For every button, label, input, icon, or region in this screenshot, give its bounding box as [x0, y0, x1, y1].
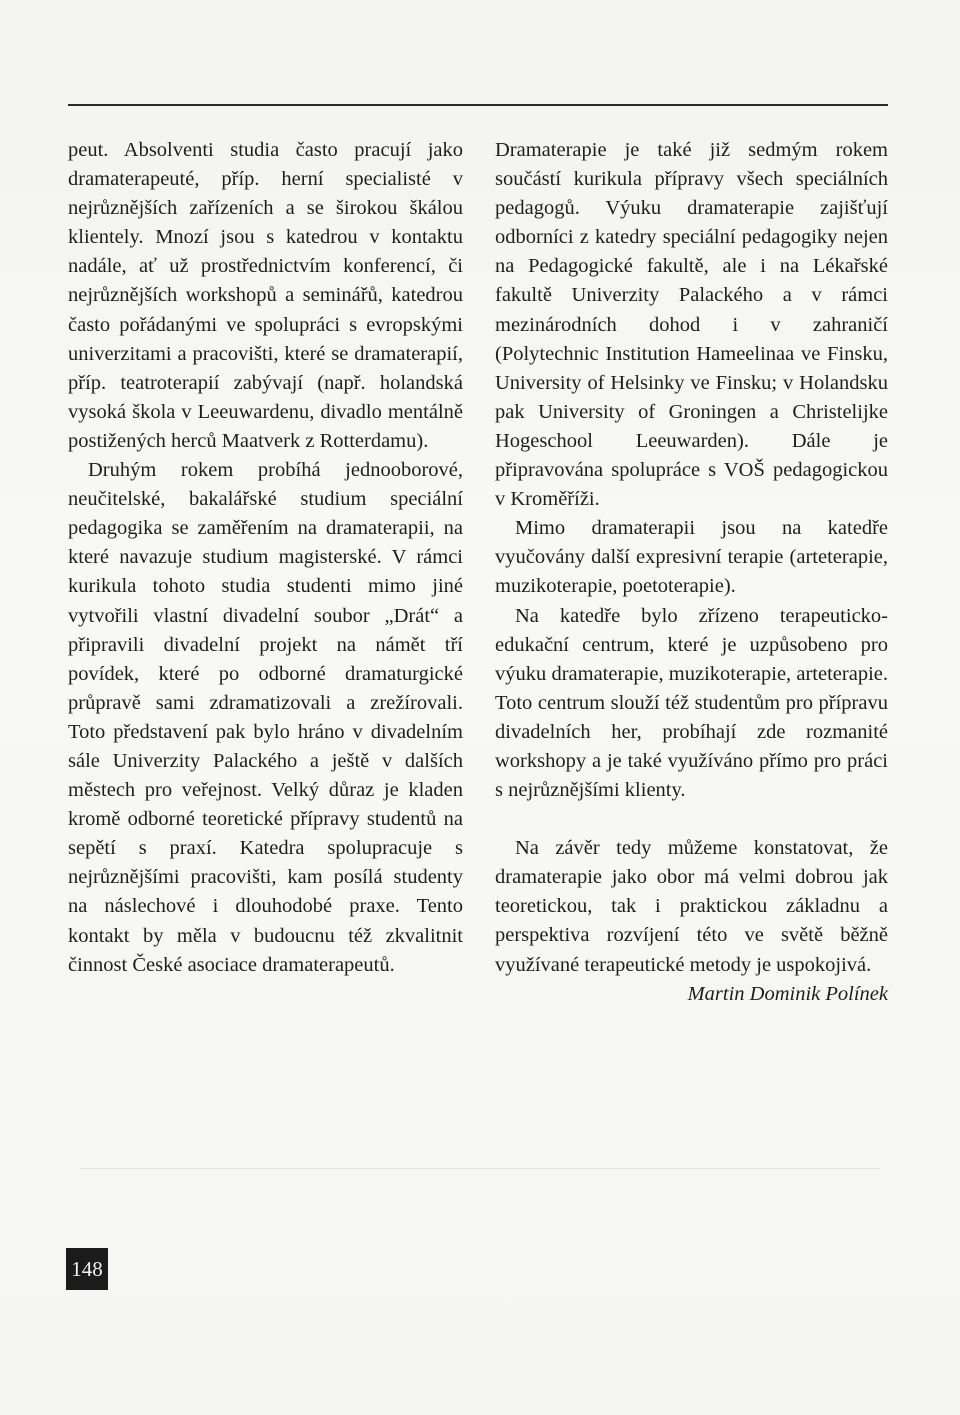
- footnote-rule: [80, 1168, 880, 1169]
- right-paragraph-3: Na katedře bylo zřízeno terapeuticko-edukační centrum, které je uzpůsobeno pro výuku dramaterapie, muzikoterapie, arteterapie. Toto centrum slouží též studentům pro přípravu divadelních her, probíhají zde rozmanité workshopy a je také využíváno přímo pro práci s nejrůznějšími klienty.: [495, 604, 888, 802]
- page-number: 148: [66, 1248, 108, 1290]
- right-paragraph-1: Dramaterapie je také již sedmým rokem součástí kurikula přípravy všech speciálních pedagogů. Výuku dramaterapie zajišťují odborníci z katedry speciální pedagogiky nejen na Pedagogické fakultě, ale i na Lékařské fakultě Univerzity Palackého a v rámci mezinárodních dohod i v zahraničí (Polytechnic Institution Hameelinaa ve Finsku, University of Helsinky ve Finsku; v Holandsku pak University of Groningen a Christelijke Hogeschool Leeuwarden). Dále je připravována spolupráce s VOŠ pedagogickou v Kroměříži.: [495, 139, 888, 511]
- paragraph-gap: [495, 805, 888, 834]
- right-column: [495, 136, 888, 1009]
- left-paragraph-1: peut. Absolventi studia často pracují jako dramaterapeuté, příp. herní specialisté v nejrůznějších zařízeních a se širokou škálou klientely. Mnozí jsou s katedrou v kontaktu nadále, ať už prostřednictvím konferencí, či nejrůznějších workshopů a seminářů, katedrou často pořádanými ve spolupráci s evropskými univerzitami a pracovišti, které se dramaterapií, příp. teatroterapií zabývají (např. holandská vysoká škola v Leeuwardenu, divadlo mentálně postižených herců Maatverk z Rotterdamu).: [68, 139, 463, 452]
- conclusion-paragraph: Na závěr tedy můžeme konstatovat, že dramaterapie jako obor má velmi dobrou jak teoretickou, tak i praktickou základnu a perspektiva rozvíjení této ve světě běžně využívané terapeutické metody je uspokojivá.: [495, 837, 888, 976]
- header-rule: [68, 104, 888, 106]
- author-signature: Martin Dominik Polínek: [687, 982, 888, 1005]
- right-paragraph-2: Mimo dramaterapii jsou na katedře vyučovány další expresivní terapie (arteterapie, muzikoterapie, poetoterapie).: [495, 517, 888, 598]
- left-paragraph-2: Druhým rokem probíhá jednooborové, neučitelské, bakalářské studium speciální pedagogika se zaměřením na dramaterapii, na které navazuje studium magisterské. V rámci kurikula tohoto studia studenti mimo jiné vytvořili vlastní divadelní soubor „Drát“ a připravili divadelní projekt na námět tří povídek, které po odborné dramaturgické průpravě sami zdramatizovali a zrežírovali. Toto představení pak bylo hráno v divadelním sále Univerzity Palackého a ještě v dalších městech pro veřejnost. Velký důraz je kladen kromě odborné teoretické přípravy studentů na sepětí s praxí. Katedra spolupracuje s nejrůznějšími pracovišti, kam posílá studenty na náslechové i dlouhodobé praxe. Tento kontakt by měla v budoucnu též zkvalitnit činnost České asociace dramaterapeutů.: [68, 459, 463, 976]
- left-column: [68, 136, 463, 980]
